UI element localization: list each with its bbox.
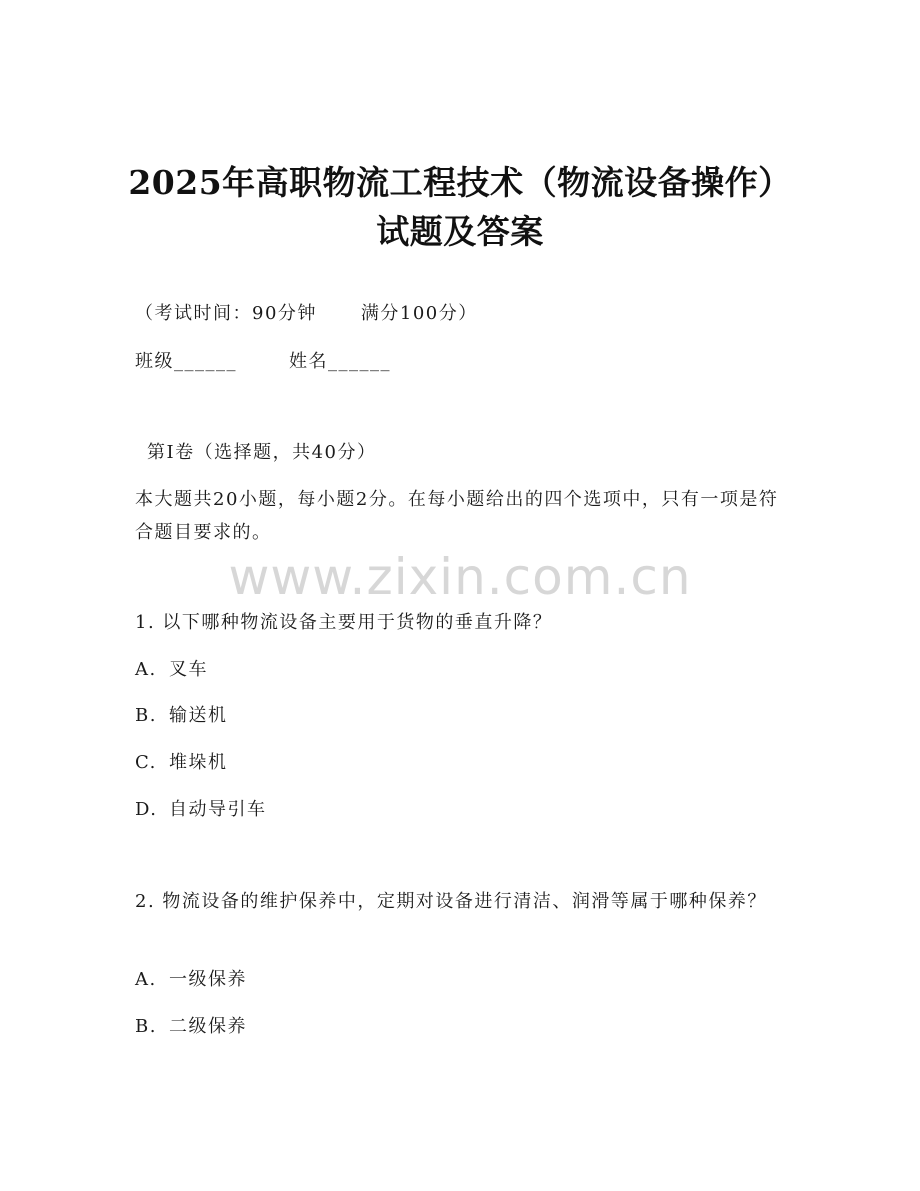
option-text: 自动导引车 bbox=[169, 799, 267, 820]
option-label: C. bbox=[135, 752, 157, 773]
exam-score: 满分100分） bbox=[360, 303, 478, 324]
watermark: www.zixin.com.cn bbox=[228, 548, 692, 606]
exam-info bbox=[135, 303, 478, 325]
question-1-option-a bbox=[135, 659, 208, 681]
section-instructions: 本大题共20小题，每小题2分。在每小题给出的四个选项中，只有一项是符合题目要求的。 bbox=[135, 489, 779, 543]
document-title-line1: 2025年高职物流工程技术（物流设备操作） bbox=[128, 163, 792, 202]
option-text: 叉车 bbox=[169, 659, 208, 680]
question-1-option-c bbox=[135, 752, 228, 774]
document-title-line2: 试题及答案 bbox=[376, 212, 544, 251]
option-text: 二级保养 bbox=[169, 1016, 247, 1037]
option-label: B. bbox=[135, 1016, 157, 1037]
question-1-stem: 1. 以下哪种物流设备主要用于货物的垂直升降？ bbox=[135, 612, 553, 633]
option-text: 堆垛机 bbox=[169, 752, 228, 773]
question-2-option-a bbox=[135, 969, 247, 991]
student-fields bbox=[135, 351, 391, 373]
option-text: 输送机 bbox=[169, 705, 228, 726]
question-2-option-b bbox=[135, 1016, 247, 1038]
option-label: A. bbox=[135, 659, 157, 680]
question-1-option-d bbox=[135, 799, 267, 821]
option-label: A. bbox=[135, 969, 157, 990]
question-2-stem: 2. 物流设备的维护保养中，定期对设备进行清洁、润滑等属于哪种保养？ bbox=[135, 891, 767, 912]
option-label: B. bbox=[135, 705, 157, 726]
section-title: 第Ⅰ卷（选择题，共40分） bbox=[147, 442, 377, 463]
exam-time: （考试时间：90分钟 bbox=[135, 303, 317, 324]
option-label: D. bbox=[135, 799, 158, 820]
class-field: 班级______ bbox=[135, 351, 237, 372]
option-text: 一级保养 bbox=[169, 969, 247, 990]
name-field: 姓名______ bbox=[289, 351, 391, 372]
question-1-option-b bbox=[135, 705, 228, 727]
